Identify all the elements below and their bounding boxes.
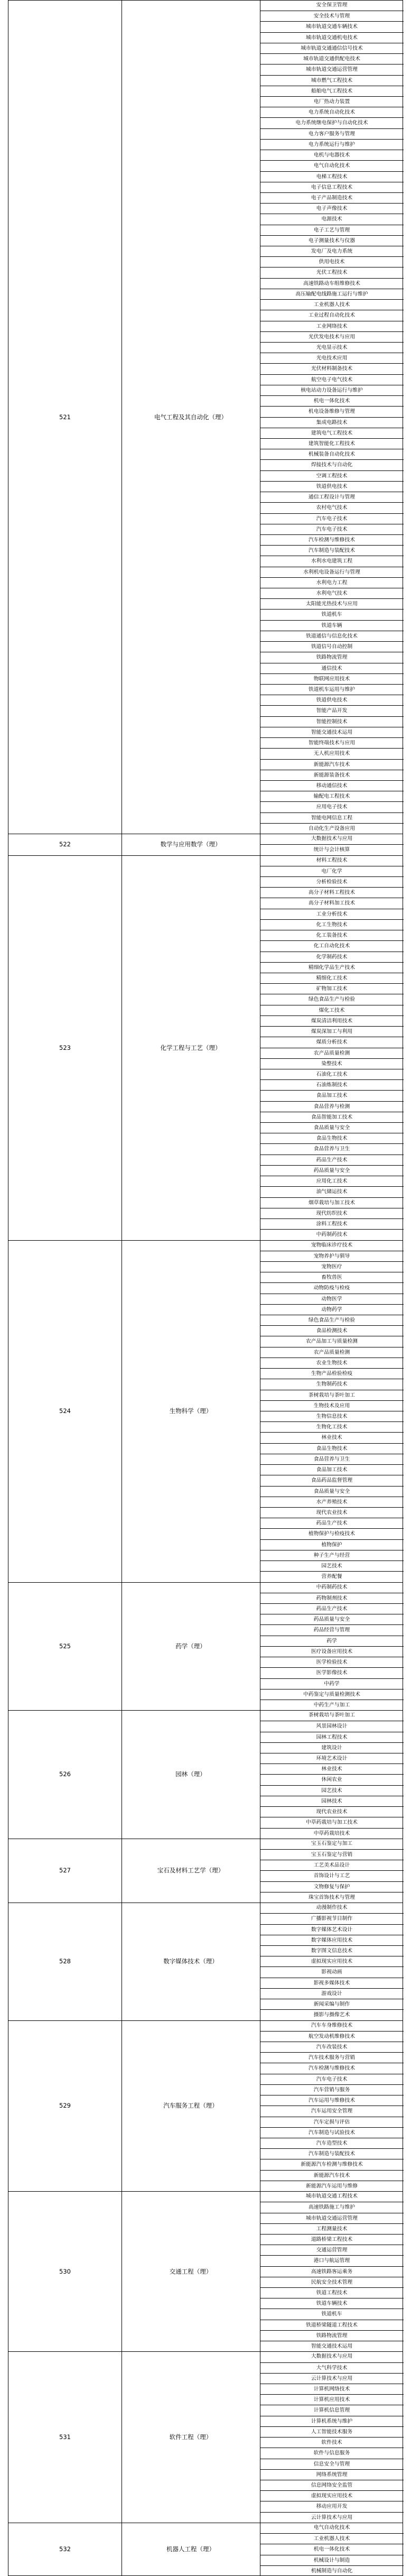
major-item: 航空发动机维修技术 (260, 2031, 404, 2042)
major-item: 中药生产与加工 (260, 1700, 404, 1710)
major-item: 汽车改装技术 (260, 2042, 404, 2052)
group-name: 软件工程（理） (169, 2433, 212, 2441)
major-item: 铁道供电技术 (260, 481, 404, 492)
major-item: 涂料工程技术 (260, 1218, 404, 1229)
group-code: 530 (59, 2267, 71, 2275)
group-name: 电气工程及其自动化（理） (154, 413, 227, 421)
major-list (260, 2020, 404, 2192)
major-item: 城市轨道交通机电技术 (260, 32, 404, 43)
major-item: 汽车运用安全管理 (260, 2106, 404, 2116)
major-item: 建筑电气工程技术 (260, 428, 404, 438)
major-item: 生物技术及应用 (260, 1400, 404, 1411)
major-item: 石油化工技术 (260, 1069, 404, 1079)
major-item: 煤炭深加工与利用 (260, 1026, 404, 1037)
major-item: 分析检验技术 (260, 876, 404, 887)
major-item: 首饰设计与工艺 (260, 1870, 404, 1881)
major-item: 大气科学技术 (260, 2362, 404, 2373)
major-item: 影视多媒体技术 (260, 1978, 404, 1988)
group-name: 数字媒体技术（理） (163, 1958, 218, 1965)
major-item: 工程测量技术 (260, 2223, 404, 2234)
major-item: 电子声像技术 (260, 203, 404, 214)
major-item: 新能源汽车运用与维修 (260, 2181, 404, 2191)
major-item: 民航安全技术管理 (260, 2277, 404, 2287)
major-item: 铁道机车 (260, 2309, 404, 2319)
major-item: 农产品质量检测 (260, 1048, 404, 1058)
group-code: 531 (59, 2433, 71, 2441)
major-item: 信息安全与管理 (260, 2459, 404, 2469)
major-item: 营养配餐 (260, 1571, 404, 1582)
major-item: 园艺技术 (260, 1785, 404, 1796)
major-item: 煤化工技术 (260, 1005, 404, 1015)
major-item: 煤炭清洁利用技术 (260, 1015, 404, 1026)
major-item: 煤质分析技术 (260, 1037, 404, 1047)
major-item: 影视动画 (260, 1966, 404, 1977)
major-item: 新能源汽车技术 (260, 759, 404, 770)
major-item: 绿色食品生产与检验 (260, 994, 404, 1004)
major-item: 数字媒体应用技术 (260, 1935, 404, 1945)
major-item: 铁道机车 (260, 609, 404, 620)
major-item: 电梯工程技术 (260, 171, 404, 182)
major-item: 精细化学品生产技术 (260, 962, 404, 973)
major-list (260, 1240, 404, 1582)
major-item: 环境艺术设计 (260, 1753, 404, 1764)
major-item: 药品生产技术 (260, 1603, 404, 1614)
major-item: 移动应用开发 (260, 2501, 404, 2512)
group-name: 机器人工程（理） (166, 2545, 215, 2553)
major-item: 电力系统自动化技术 (260, 107, 404, 117)
group-name: 宝石及材料工艺学（理） (157, 1867, 225, 1875)
major-item: 动物药学 (260, 1304, 404, 1315)
major-item: 计算机应用技术 (260, 2394, 404, 2405)
major-item: 计算机系统与维护 (260, 2416, 404, 2426)
major-item: 自动化生产设备应用 (260, 823, 404, 834)
major-item: 智能终端技术与应用 (260, 737, 404, 748)
major-item: 光伏工程技术 (260, 267, 404, 278)
major-item: 电源技术 (260, 214, 404, 224)
major-item: 航空电子电气技术 (260, 374, 404, 385)
major-item: 化工生物技术 (260, 919, 404, 930)
major-item: 水利机电设备运行与管理 (260, 567, 404, 577)
major-item: 食品质量与安全 (260, 1486, 404, 1497)
group-name: 园林（理） (175, 1770, 206, 1778)
major-table (8, 0, 403, 2576)
major-item: 工业过程自动化技术 (260, 310, 404, 320)
major-item: 安全技术与管理 (260, 11, 404, 21)
major-item: 新能源装备技术 (260, 770, 404, 780)
major-item: 工业网络技术 (260, 321, 404, 331)
major-item: 水利电力工程 (260, 577, 404, 588)
major-item: 应用化工技术 (260, 1176, 404, 1186)
major-item: 云计算技术与应用 (260, 2373, 404, 2384)
major-item: 中草药栽培技术 (260, 1828, 404, 1839)
major-list (260, 1903, 404, 2020)
major-item: 铁道桥梁隧道工程技术 (260, 2320, 404, 2330)
major-item: 药品经营与管理 (260, 1624, 404, 1635)
major-item: 道路桥梁工程技术 (260, 2234, 404, 2245)
major-item: 动漫制作技术 (316, 1905, 348, 1911)
major-item: 药学 (260, 1636, 404, 1646)
group-name: 生物科学（理） (169, 1407, 212, 1415)
major-item: 食品加工技术 (260, 1464, 404, 1475)
major-item: 摄影与摄像艺术 (260, 2009, 404, 2020)
major-item: 光伏发电技术与应用 (260, 331, 404, 342)
major-list (260, 1839, 404, 1903)
major-item: 文物修复与保护 (260, 1881, 404, 1892)
major-list (260, 1710, 404, 1839)
major-item: 发电厂及电力系统 (260, 246, 404, 256)
major-item: 交通运营管理 (260, 2245, 404, 2255)
group-code: 522 (59, 841, 71, 848)
group-code: 524 (59, 1407, 71, 1415)
major-item: 食品营养与卫生 (260, 1143, 404, 1154)
major-item: 水产养殖技术 (260, 1497, 404, 1507)
group-code: 525 (59, 1642, 71, 1650)
major-item: 机械设计与制造 (260, 2555, 404, 2565)
major-item: 集成电路技术 (260, 417, 404, 428)
major-item: 虚拟现实应用技术 (260, 2490, 404, 2501)
major-item: 精细化工技术 (260, 973, 404, 983)
major-item: 广播影视节目制作 (260, 1913, 404, 1924)
group-name: 汽车服务工程（理） (163, 2102, 218, 2110)
major-item: 机械制造与自动化 (260, 2565, 404, 2576)
major-item: 智能产品开发 (260, 705, 404, 716)
major-item: 植物保护 (260, 1539, 404, 1550)
major-item: 现代农业技术 (260, 1507, 404, 1518)
major-item: 电气自动化技术 (313, 2524, 350, 2531)
major-item: 机电一体化技术 (260, 2544, 404, 2554)
major-item: 动物防疫与检疫 (260, 1282, 404, 1293)
major-item: 油气储运技术 (260, 1186, 404, 1197)
major-item: 中药制药技术 (316, 1584, 348, 1590)
major-item: 农村电气技术 (260, 502, 404, 513)
major-item: 大数据技术与应用 (311, 836, 353, 842)
major-item: 种子生产与经营 (260, 1550, 404, 1561)
major-item: 数字图文信息技术 (260, 1945, 404, 1956)
major-item: 动物医学 (260, 1294, 404, 1304)
major-list (260, 2191, 404, 2351)
major-item: 新能源汽车检测与维修技术 (260, 2159, 404, 2169)
major-item: 通信技术 (260, 663, 404, 673)
group-code: 529 (59, 2102, 71, 2110)
major-item: 食品质量与安全 (260, 1122, 404, 1133)
major-item: 汽车制造与装配技术 (260, 2148, 404, 2159)
major-item: 汽车电子技术 (260, 513, 404, 524)
group-name: 化学工程与工艺（理） (160, 1044, 221, 1051)
major-item: 电力客户服务与管理 (260, 128, 404, 139)
major-item: 茶树栽培与茶叶加工 (260, 1390, 404, 1400)
major-item: 铁道机车运用与维护 (260, 684, 404, 695)
major-item: 铁道车辆 (260, 620, 404, 631)
major-item: 汽车定损与评估 (260, 2117, 404, 2127)
major-item: 汽车运用与维修技术 (260, 2095, 404, 2106)
major-item: 生物信息技术 (260, 1411, 404, 1421)
major-item: 铁路物流管理 (260, 2330, 404, 2341)
major-item: 药品质量与安全 (260, 1165, 404, 1176)
major-item: 汽车电子技术 (260, 524, 404, 534)
group-code: 528 (59, 1958, 71, 1965)
major-item: 林业技术 (260, 1432, 404, 1443)
major-item: 移动通信技术 (260, 780, 404, 791)
major-item: 电子信息工程技术 (260, 182, 404, 192)
major-item: 食品营养与检测 (260, 1101, 404, 1112)
major-item: 石油炼制技术 (260, 1079, 404, 1090)
major-item: 信息网络安全监管 (260, 2480, 404, 2490)
major-item: 农产品加工与质量检测 (260, 1336, 404, 1346)
major-item: 电气自动化技术 (260, 160, 404, 171)
major-item: 计算机网络技术 (260, 2384, 404, 2394)
major-item: 现代农业技术 (260, 1806, 404, 1817)
major-item: 工业分析技术 (260, 909, 404, 919)
major-item: 电机与电器技术 (260, 150, 404, 160)
major-item: 水利电气技术 (260, 588, 404, 598)
group-name: 交通工程（理） (169, 2267, 212, 2275)
major-item: 中药鉴定与质量检测技术 (260, 1689, 404, 1700)
major-item: 畜牧兽医 (260, 1272, 404, 1282)
major-item: 电子测量技术与仪器 (260, 235, 404, 246)
major-item: 高压输配电线路施工运行与维护 (260, 289, 404, 299)
major-item: 农产品质量检测 (260, 1347, 404, 1358)
major-item: 食品营养与卫生 (260, 1454, 404, 1464)
major-item: 汽车制造与装配技术 (260, 545, 404, 556)
major-item: 城市轨道交通通信信号技术 (260, 43, 404, 53)
major-item: 生物制药技术 (260, 1379, 404, 1389)
major-item: 汽车造型技术 (260, 2138, 404, 2148)
major-item: 软件技术 (260, 2437, 404, 2448)
major-item: 统计与会计核算 (260, 844, 404, 855)
major-item: 物联网应用技术 (260, 673, 404, 684)
major-item: 水利水电建筑工程 (260, 556, 404, 566)
group-code: 526 (59, 1770, 71, 1778)
major-item: 中草药栽培与加工技术 (260, 1817, 404, 1827)
group-code: 523 (59, 1044, 71, 1051)
major-item: 中药学 (260, 1678, 404, 1689)
group-name: 数学与应用数学（理） (160, 841, 221, 848)
major-item: 宠物养护与驯导 (260, 1251, 404, 1261)
major-item: 高分子材料工程技术 (260, 887, 404, 898)
major-item: 汽车检测与维修技术 (260, 534, 404, 545)
major-item: 核电站动力设备运行与维护 (260, 385, 404, 395)
major-item: 化工自动化技术 (260, 940, 404, 951)
major-item: 电力系统继电保护与自动化技术 (260, 117, 404, 128)
major-item: 生物化工技术 (260, 1421, 404, 1432)
major-item: 农业生物技术 (260, 1358, 404, 1368)
major-item: 铁路物流管理 (260, 652, 404, 662)
major-item: 铁道信号自动控制 (260, 641, 404, 652)
major-item: 铁道供电技术 (260, 695, 404, 705)
major-item: 太阳能光热技术与应用 (260, 598, 404, 609)
major-item: 化学制药技术 (260, 952, 404, 962)
major-item: 中药制药技术 (260, 1229, 404, 1240)
major-item: 软件与信息服务 (260, 2448, 404, 2458)
major-item: 铁道车辆技术 (260, 2298, 404, 2309)
major-item: 铁道通信与信息化技术 (260, 631, 404, 641)
major-item: 汽车车身维修技术 (311, 2022, 353, 2028)
major-item: 高速铁路客运乘务 (260, 2266, 404, 2277)
major-item: 休闲农业 (260, 1774, 404, 1785)
major-item: 工艺美术品设计 (260, 1860, 404, 1870)
major-list (260, 2523, 404, 2576)
major-item: 城市轨道交通供配电技术 (260, 53, 404, 64)
major-item: 云计算技术与应用 (260, 2512, 404, 2523)
major-item: 网络系统管理 (260, 2469, 404, 2480)
major-item: 风景园林设计 (260, 1721, 404, 1731)
major-item: 医学影像技术 (260, 1667, 404, 1678)
major-item: 城市轨道交通运营管理 (260, 64, 404, 75)
major-item: 高分子材料加工技术 (260, 898, 404, 908)
major-item: 医疗设备应用技术 (260, 1646, 404, 1657)
major-item: 焊接技术与自动化 (260, 459, 404, 470)
major-item: 药品生产技术 (260, 1518, 404, 1528)
major-item: 应用电子技术 (260, 801, 404, 812)
major-item: 电力系统运行与维护 (260, 139, 404, 150)
major-item: 工业机器人技术 (260, 299, 404, 310)
major-item: 食品生物技术 (260, 1133, 404, 1143)
major-item: 绿色食品生产与检验 (260, 1315, 404, 1325)
major-item: 工业机器人技术 (260, 2533, 404, 2544)
major-item: 药物制剂技术 (260, 1593, 404, 1603)
major-item: 电子产品制造技术 (260, 192, 404, 203)
major-item: 电子工艺与管理 (260, 225, 404, 235)
major-item: 宝玉石鉴定与加工 (311, 1840, 353, 1846)
major-list (260, 834, 404, 855)
major-item: 新闻采编与制作 (260, 1999, 404, 2009)
major-item: 智能交通技术运用 (260, 727, 404, 737)
major-item: 无人机应用技术 (260, 748, 404, 759)
major-item: 园艺技术 (260, 1561, 404, 1571)
major-item: 智能电网信息工程 (260, 812, 404, 823)
major-item: 药品质量与安全 (260, 1614, 404, 1624)
group-name: 药学（理） (175, 1642, 206, 1650)
major-item: 汽车电子技术 (260, 2074, 404, 2084)
major-item: 船舶电气工程技术 (260, 86, 404, 96)
major-item: 机电设备维修与管理 (260, 406, 404, 417)
major-item: 新能源汽车技术 (260, 2170, 404, 2181)
major-item: 城市轨道交通工程技术 (306, 2193, 358, 2200)
major-item: 城市轨道交通运营管理 (260, 2213, 404, 2223)
major-item: 光电技术应用 (260, 353, 404, 363)
major-item: 城市燃气工程技术 (260, 75, 404, 86)
major-item: 林业技术 (260, 1764, 404, 1774)
major-item: 现代纺织技术 (260, 1208, 404, 1218)
major-item: 游戏设计 (260, 1988, 404, 1999)
major-item: 药品生产技术 (260, 1155, 404, 1165)
major-item: 供用电技术 (260, 256, 404, 267)
major-item: 医学检验技术 (260, 1657, 404, 1667)
major-item: 植物保护与检疫技术 (260, 1528, 404, 1539)
major-item: 园林工程技术 (260, 1732, 404, 1742)
major-item: 空调工程技术 (260, 470, 404, 481)
major-item: 港口与航运管理 (260, 2255, 404, 2266)
major-item: 染整技术 (260, 1058, 404, 1069)
major-item: 食品智能加工技术 (260, 1112, 404, 1122)
major-item: 大数据技术与应用 (311, 2353, 353, 2360)
major-item: 生物产品检验检疫 (260, 1368, 404, 1379)
major-item: 高速铁路施工与维护 (260, 2202, 404, 2212)
major-list (260, 0, 404, 834)
major-item: 通信工程设计与管理 (260, 492, 404, 502)
major-item: 食品检测技术 (260, 1325, 404, 1336)
major-item: 食品生物技术 (260, 1443, 404, 1454)
major-item: 建筑智能化工程技术 (260, 438, 404, 449)
major-item: 安全保卫管理 (316, 2, 348, 8)
group-code: 532 (59, 2545, 71, 2553)
major-item: 珠宝首饰技术与管理 (260, 1892, 404, 1903)
major-item: 化工装备技术 (260, 930, 404, 940)
major-item: 城市轨道交通车辆技术 (260, 21, 404, 32)
major-item: 矿物加工技术 (260, 983, 404, 994)
major-item: 宝玉石鉴定与营销 (260, 1849, 404, 1860)
major-item: 电厂热动力装置 (260, 96, 404, 107)
major-item: 食品药品监督管理 (260, 1475, 404, 1485)
major-item: 汽车检测与维修技术 (260, 2063, 404, 2073)
major-item: 宠物临床诊疗技术 (311, 1242, 353, 1248)
major-item: 智能控制技术 (260, 716, 404, 727)
major-item: 机械装备自动化技术 (260, 449, 404, 459)
major-item: 茶树栽培与茶叶加工 (308, 1712, 356, 1719)
major-item: 计算机信息管理 (260, 2405, 404, 2415)
major-item: 材料工程技术 (316, 857, 348, 863)
major-item: 汽车制造与试验技术 (260, 2127, 404, 2138)
group-code: 527 (59, 1867, 71, 1875)
major-list (260, 1582, 404, 1711)
major-item: 汽车技术服务与营销 (260, 2052, 404, 2063)
major-list (260, 855, 404, 1240)
major-item: 光电显示技术 (260, 342, 404, 353)
major-item: 铁道工程技术 (260, 2287, 404, 2298)
group-code: 521 (59, 413, 71, 421)
major-item: 汽车营销与服务 (260, 2084, 404, 2095)
major-item: 高速铁路动车组维修技术 (260, 278, 404, 289)
major-item: 机电一体化技术 (260, 395, 404, 406)
major-item: 虚拟现实应用技术 (260, 1956, 404, 1966)
major-item: 光伏材料制备技术 (260, 363, 404, 374)
major-item: 建筑设计 (260, 1742, 404, 1753)
major-item: 电厂化学 (260, 866, 404, 876)
major-item: 数字媒体艺术设计 (260, 1924, 404, 1935)
major-item: 宠物医疗 (260, 1261, 404, 1272)
major-item: 烟草栽培与加工技术 (260, 1197, 404, 1208)
major-item: 人工智能技术服务 (260, 2426, 404, 2437)
major-item: 输配电工程技术 (260, 791, 404, 801)
major-item: 食品加工技术 (260, 1090, 404, 1101)
major-item: 智能交通技术运用 (260, 2341, 404, 2351)
major-item: 园林技术 (260, 1796, 404, 1806)
major-list (260, 2351, 404, 2523)
